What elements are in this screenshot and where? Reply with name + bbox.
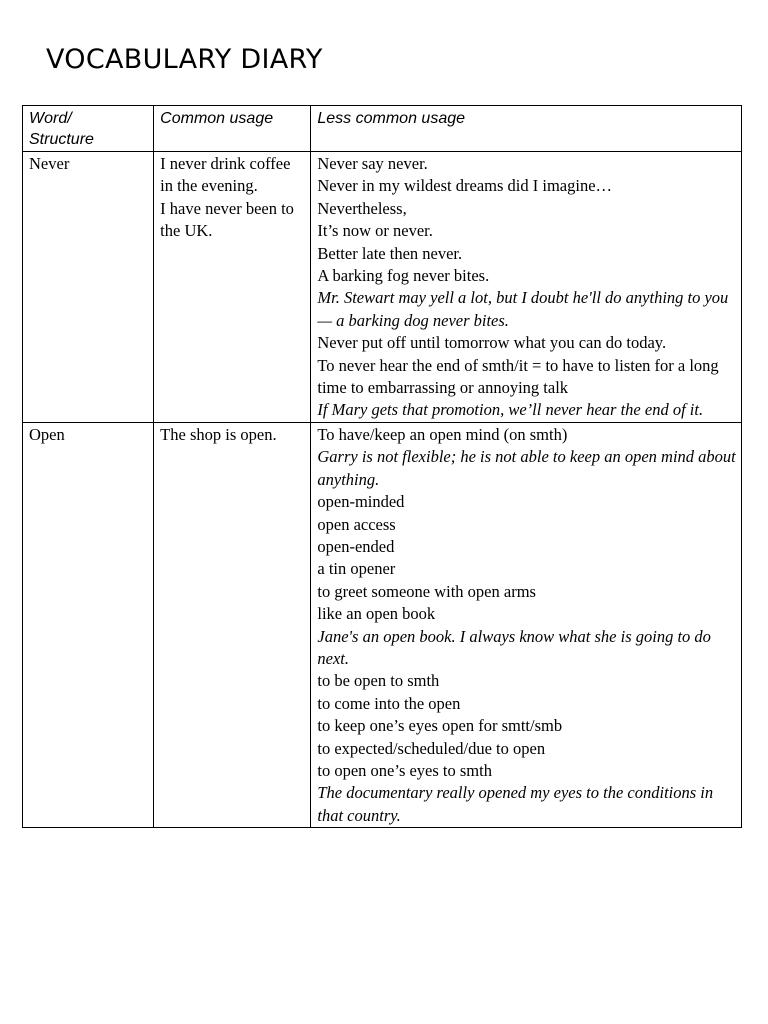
usage-line: like an open book <box>317 604 436 624</box>
common-usage-line: The shop is open. <box>160 424 277 444</box>
usage-line: Never in my wildest dreams did I imagine… <box>317 176 613 196</box>
usage-line: open-ended <box>317 536 395 556</box>
example-sentence: The documentary really opened my eyes to the conditions in that country. <box>317 783 714 825</box>
usage-line: to be open to smth <box>317 671 440 691</box>
common-usage-line: I never drink coffee in the evening. <box>160 154 291 196</box>
page-title: VOCABULARY DIARY <box>46 44 323 75</box>
usage-line: to open one’s eyes to smth <box>317 760 492 780</box>
usage-line: open-minded <box>317 492 405 512</box>
usage-line: open access <box>317 514 396 534</box>
common-usage-line: I have never been to the UK. <box>160 198 294 241</box>
table-row <box>23 422 742 827</box>
word-cell: Open <box>23 422 154 827</box>
example-sentence: Mr. Stewart may yell a lot, but I doubt he'll do anything to you — a barking dog never bites. <box>317 288 729 330</box>
usage-line: to keep one’s eyes open for smtt/smb <box>317 716 563 736</box>
example-sentence: Jane's an open book. I always know what she is going to do next. <box>317 626 711 668</box>
usage-line: to come into the open <box>317 693 461 713</box>
usage-line: It’s now or never. <box>317 221 433 241</box>
usage-line: Nevertheless, <box>317 198 407 218</box>
less-common-usage-cell <box>311 152 742 423</box>
usage-line: a tin opener <box>317 559 396 579</box>
usage-line: To never hear the end of smth/it = to have to listen for a long time to embarrassing or annoying talk <box>317 355 719 398</box>
header-row <box>23 106 742 152</box>
usage-line: Better late then never. <box>317 243 463 263</box>
usage-line: Never say never. <box>317 154 428 173</box>
usage-line: to greet someone with open arms <box>317 581 536 601</box>
vocabulary-table <box>22 105 742 828</box>
usage-line: To have/keep an open mind (on smth) <box>317 424 568 444</box>
common-usage-cell <box>154 422 311 827</box>
word-cell: Never <box>23 152 154 423</box>
less-common-usage-cell <box>311 422 742 827</box>
example-sentence: Garry is not flexible; he is not able to keep an open mind about anything. <box>317 447 736 489</box>
example-sentence: If Mary gets that promotion, we’ll never hear the end of it. <box>317 400 704 420</box>
header-word-structure: Word/ Structure <box>23 106 154 152</box>
usage-line: A barking fog never bites. <box>317 266 490 286</box>
header-less-common-usage: Less common usage <box>311 106 742 152</box>
common-usage-cell <box>154 152 311 423</box>
usage-line: Never put off until tomorrow what you can do today. <box>317 333 667 353</box>
header-common-usage: Common usage <box>154 106 311 152</box>
usage-line: to expected/scheduled/due to open <box>317 738 546 758</box>
table-row <box>23 152 742 423</box>
